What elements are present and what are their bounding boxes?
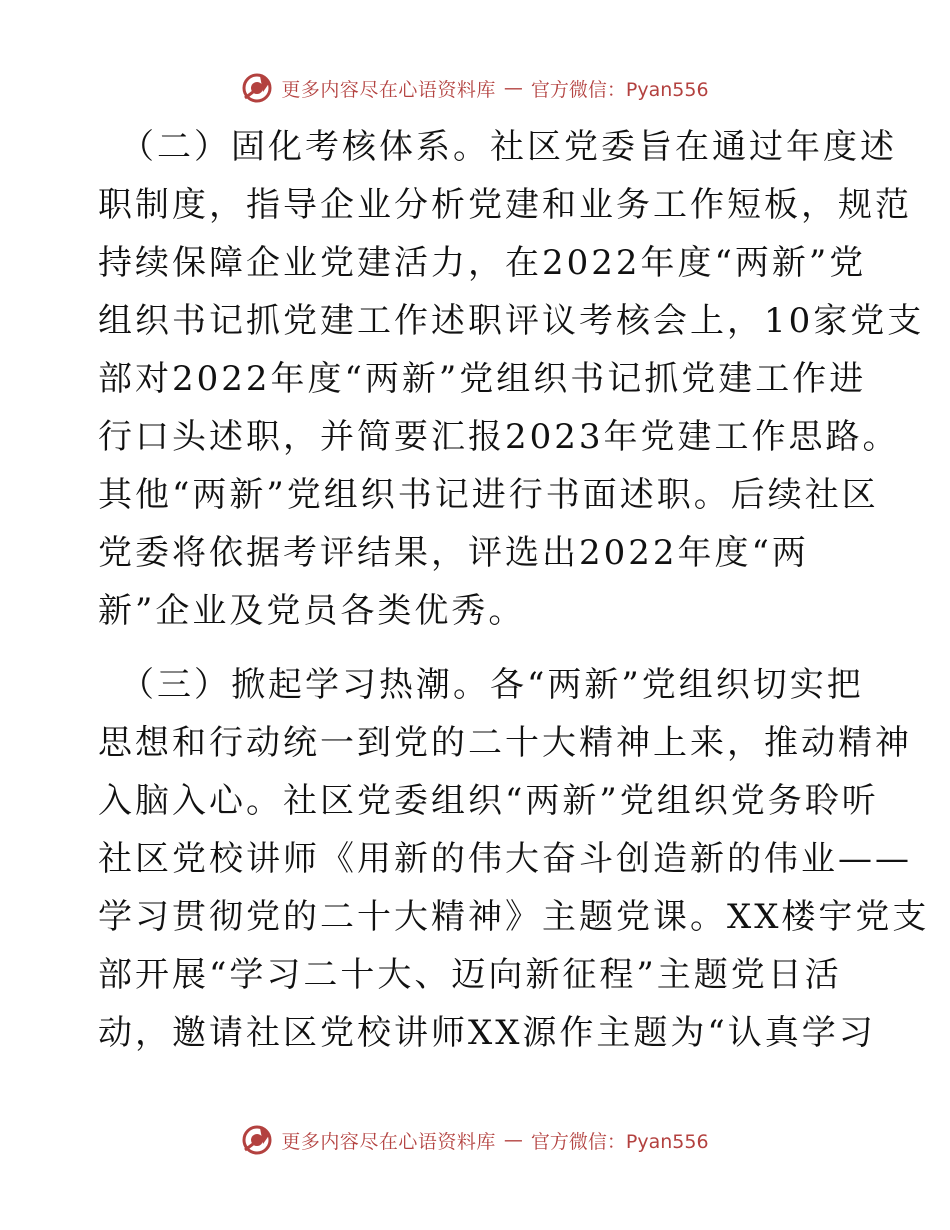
text-line: 组织书记抓党建工作述职评议考核会上，10家党支 (98, 301, 925, 341)
watermark-text: 更多内容尽在心语资料库 (281, 78, 496, 101)
text-line: 其他“两新”党组织书记进行书面述职。后续社区 (98, 475, 879, 515)
watermark-separator: — (503, 1129, 523, 1151)
text-line: 部开展“学习二十大、迈向新征程”主题党日活 (98, 955, 842, 995)
paragraph-section-three (98, 656, 930, 1062)
document-body (98, 118, 930, 1062)
text-line: 思想和行动统一到党的二十大精神上来，推动精神 (98, 723, 912, 763)
text-line: 学习贯彻党的二十大精神》主题党课。XX楼宇党支 (98, 897, 930, 937)
watermark-separator: — (503, 77, 523, 99)
footer-watermark (0, 1124, 950, 1156)
text-line: 部对2022年度“两新”党组织书记抓党建工作进 (98, 359, 867, 399)
text-line: 持续保障企业党建活力，在2022年度“两新”党 (98, 243, 867, 283)
pen-circle-logo-icon (241, 72, 273, 104)
header-watermark (0, 72, 950, 104)
text-line: 职制度，指导企业分析党建和业务工作短板，规范 (98, 185, 912, 225)
text-line: 社区党校讲师《用新的伟大奋斗创造新的伟业—— (98, 839, 912, 879)
text-line: 党委将依据考评结果，评选出2022年度“两 (98, 533, 809, 573)
text-line: 行口头述职，并简要汇报2023年党建工作思路。 (98, 417, 900, 457)
watermark-contact: 官方微信：Pyan556 (530, 78, 709, 101)
text-line: （二）固化考核体系。社区党委旨在通过年度述 (120, 127, 897, 167)
watermark-contact: 官方微信：Pyan556 (530, 1130, 709, 1153)
watermark-text: 更多内容尽在心语资料库 (281, 1130, 496, 1153)
text-line: （三）掀起学习热潮。各“两新”党组织切实把 (120, 665, 864, 705)
text-line: 入脑入心。社区党委组织“两新”党组织党务聆听 (98, 781, 879, 821)
text-line: 新”企业及党员各类优秀。 (98, 591, 526, 631)
pen-circle-logo-icon (241, 1124, 273, 1156)
paragraph-section-two (98, 118, 925, 640)
text-line: 动，邀请社区党校讲师XX源作主题为“认真学习 (98, 1013, 876, 1053)
